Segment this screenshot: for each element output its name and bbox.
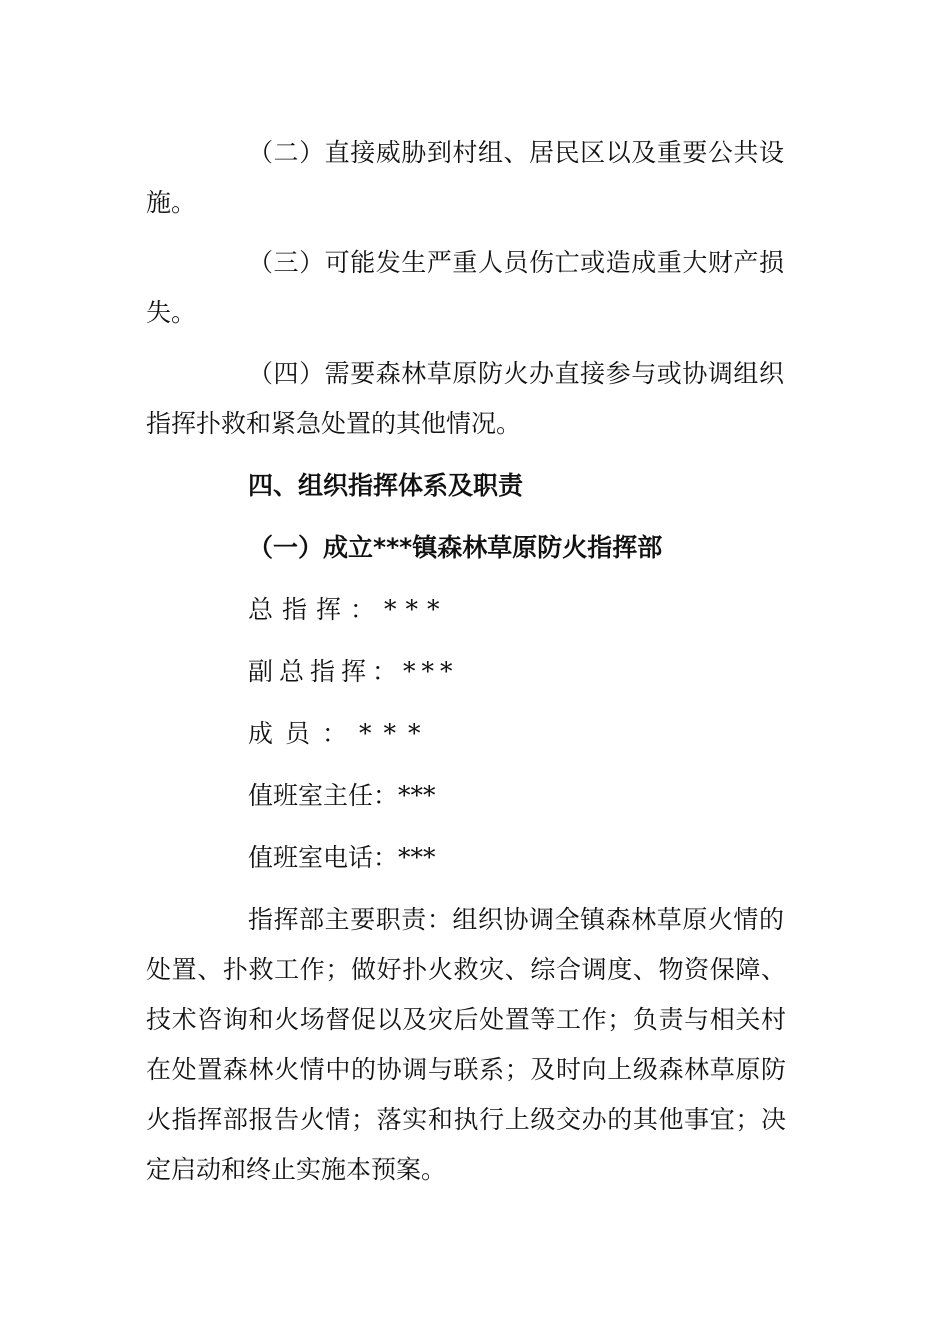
duties-line-4: 在处置森林火情中的协调与联系；及时向上级森林草原防 xyxy=(146,1055,786,1084)
roster-duty-director: 值班室主任：*** xyxy=(248,781,436,810)
roster-members: 成员：*** xyxy=(248,719,433,748)
duties-line-5: 火指挥部报告火情；落实和执行上级交办的其他事宜；决 xyxy=(146,1105,786,1134)
duties-line-6: 定启动和终止实施本预案。 xyxy=(146,1155,447,1184)
roster-duty-phone: 值班室电话：*** xyxy=(248,843,436,872)
item-2-line-2: 施。 xyxy=(146,188,197,217)
item-2-line-1: （二）直接威胁到村组、居民区以及重要公共设 xyxy=(248,138,784,167)
item-3-line-1: （三）可能发生严重人员伤亡或造成重大财产损 xyxy=(248,248,784,277)
duties-line-2: 处置、扑救工作；做好扑火救灾、综合调度、物资保障、 xyxy=(146,955,786,984)
duties-line-1: 指挥部主要职责：组织协调全镇森林草原火情的 xyxy=(248,905,784,934)
roster-commander: 总指挥：*** xyxy=(248,595,449,624)
item-4-line-2: 指挥扑救和紧急处置的其他情况。 xyxy=(146,409,522,438)
section-heading: 四、组织指挥体系及职责 xyxy=(248,471,524,500)
item-4-line-1: （四）需要森林草原防火办直接参与或协调组织 xyxy=(248,359,784,388)
item-3-line-2: 失。 xyxy=(146,298,197,327)
duties-line-3: 技术咨询和火场督促以及灾后处置等工作；负责与相关村 xyxy=(146,1005,786,1034)
subsection-heading: （一）成立***镇森林草原防火指挥部 xyxy=(248,533,663,562)
roster-deputy-commander: 副总指挥：*** xyxy=(248,657,459,686)
